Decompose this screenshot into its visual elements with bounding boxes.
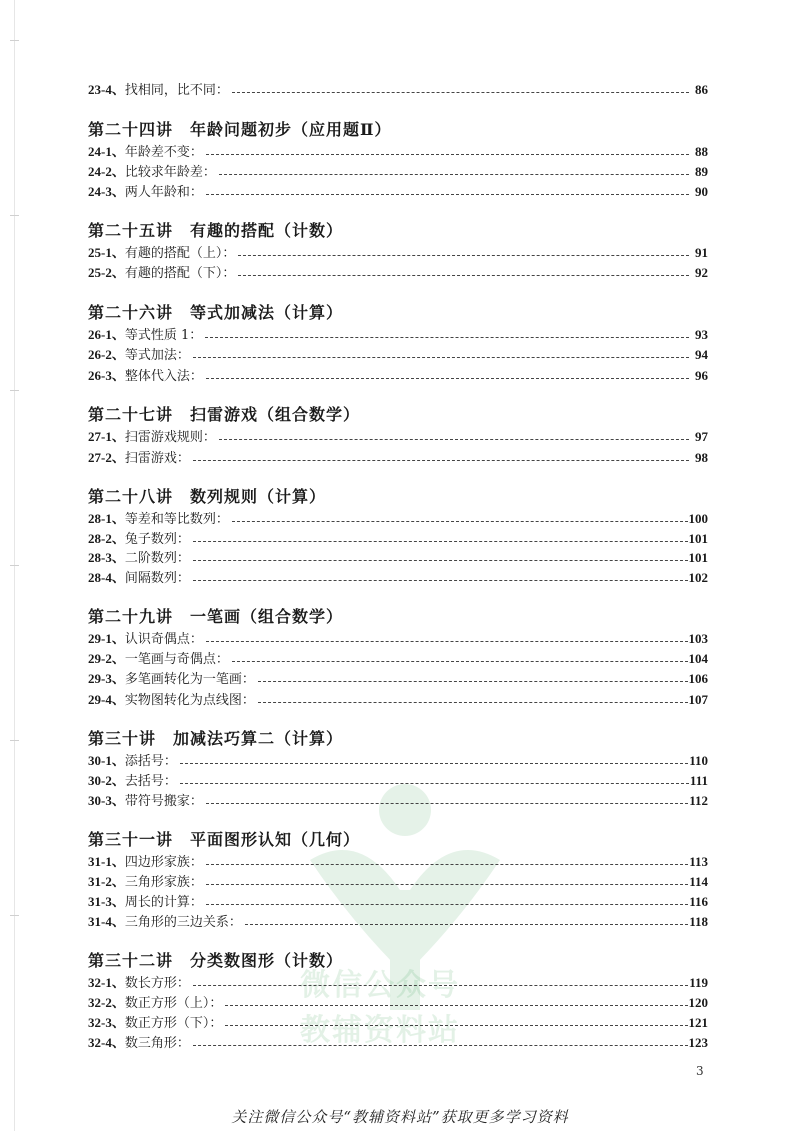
dot-leader <box>219 439 689 440</box>
toc-entry[interactable] <box>88 425 708 445</box>
toc-entry[interactable] <box>88 180 708 200</box>
toc-entry[interactable] <box>88 343 708 363</box>
entry-code: 26-2、 <box>88 347 125 362</box>
dot-leader <box>238 275 689 276</box>
entry-page: 101 <box>688 531 708 546</box>
entry-title: 去括号： <box>124 774 177 789</box>
entry-code: 26-1、 <box>88 327 125 342</box>
chapter-heading[interactable]: 第二十四讲 年龄问题初步（应用题Ⅱ） <box>88 120 392 139</box>
watermark-line-1: 微信公众号 <box>300 968 460 1003</box>
page-number: 3 <box>696 1064 704 1078</box>
entry-page: 116 <box>689 894 708 909</box>
dot-leader <box>206 864 688 865</box>
entry-code: 30-2、 <box>88 773 125 788</box>
entry-code: 29-1、 <box>88 631 125 646</box>
entry-title: 等差和等比数列： <box>124 512 229 527</box>
entry-title: 三角形家族： <box>124 875 203 890</box>
entry-title: 四边形家族： <box>124 855 203 870</box>
entry-title: 一笔画与奇偶点： <box>124 652 229 667</box>
toc-entry[interactable] <box>88 546 708 566</box>
entry-code: 28-2、 <box>88 531 125 546</box>
entry-code: 31-3、 <box>88 894 125 909</box>
entry-title: 添括号： <box>124 754 177 769</box>
entry-title: 两人年龄和： <box>124 185 203 200</box>
chapter-heading[interactable]: 第二十八讲 数列规则（计算） <box>88 487 327 506</box>
entry-code: 29-3、 <box>88 671 125 686</box>
edge-mark <box>10 390 19 391</box>
entry-code: 28-3、 <box>88 550 125 565</box>
toc-entry[interactable] <box>88 1011 708 1031</box>
dot-leader <box>206 154 689 155</box>
dot-leader <box>206 641 688 642</box>
entry-page: 120 <box>688 995 708 1010</box>
chapter-heading[interactable]: 第二十九讲 一笔画（组合数学） <box>88 607 344 626</box>
entry-code: 24-3、 <box>88 184 125 199</box>
toc-entry[interactable] <box>88 850 708 870</box>
entry-page: 104 <box>688 651 708 666</box>
entry-page: 106 <box>688 671 708 686</box>
entry-title: 扫雷游戏： <box>124 451 190 466</box>
toc-entry[interactable] <box>88 566 708 586</box>
toc-entry[interactable] <box>88 364 708 384</box>
toc-entry[interactable] <box>88 261 708 281</box>
chapter-heading[interactable]: 第二十七讲 扫雷游戏（组合数学） <box>88 405 361 424</box>
dot-leader <box>206 884 688 885</box>
toc-entry[interactable] <box>88 749 708 769</box>
dot-leader <box>258 681 688 682</box>
dot-leader <box>180 763 688 764</box>
toc-entry[interactable] <box>88 991 708 1011</box>
entry-code: 23-4、 <box>88 82 125 97</box>
entry-code: 28-1、 <box>88 511 125 526</box>
entry-title: 有趣的搭配（上）： <box>124 246 236 261</box>
dot-leader <box>193 560 688 561</box>
entry-page: 91 <box>695 245 708 260</box>
toc-entry[interactable] <box>88 160 708 180</box>
entry-title: 年龄差不变： <box>124 145 203 160</box>
entry-title: 三角形的三边关系： <box>124 915 242 930</box>
entry-title: 数正方形（上）： <box>124 996 223 1011</box>
entry-title: 扫雷游戏规则： <box>124 430 216 445</box>
entry-title: 带符号搬家： <box>124 794 203 809</box>
edge-mark <box>10 215 19 216</box>
dot-leader <box>225 1025 687 1026</box>
entry-page: 111 <box>689 773 708 788</box>
entry-code: 30-1、 <box>88 753 125 768</box>
toc-entry[interactable] <box>88 241 708 261</box>
dot-leader <box>206 904 688 905</box>
entry-code: 28-4、 <box>88 570 125 585</box>
entry-page: 88 <box>695 144 708 159</box>
entry-title: 多笔画转化为一笔画： <box>124 672 255 687</box>
entry-page: 98 <box>695 450 708 465</box>
toc-entry[interactable] <box>88 667 708 687</box>
entry-page: 97 <box>695 429 708 444</box>
dot-leader <box>193 985 688 986</box>
entry-page: 102 <box>688 570 708 585</box>
entry-page: 113 <box>689 854 708 869</box>
dot-leader <box>245 924 688 925</box>
entry-page: 96 <box>695 368 708 383</box>
chapter-heading[interactable]: 第二十六讲 等式加减法（计算） <box>88 303 344 322</box>
toc-entry[interactable] <box>88 446 708 466</box>
dot-leader <box>206 194 689 195</box>
dot-leader <box>232 661 688 662</box>
entry-title: 比较求年龄差： <box>124 165 216 180</box>
entry-page: 92 <box>695 265 708 280</box>
dot-leader <box>193 357 689 358</box>
entry-code: 31-1、 <box>88 854 125 869</box>
toc-entry[interactable] <box>88 1031 708 1051</box>
entry-code: 31-4、 <box>88 914 125 929</box>
dot-leader <box>193 580 688 581</box>
entry-code: 25-1、 <box>88 245 125 260</box>
entry-title: 二阶数列： <box>124 551 190 566</box>
watermark-line-2: 教辅资料站 <box>300 1013 460 1048</box>
entry-code: 29-4、 <box>88 692 125 707</box>
dot-leader <box>232 92 689 93</box>
entry-page: 121 <box>688 1015 708 1030</box>
entry-page: 112 <box>689 793 708 808</box>
entry-code: 27-1、 <box>88 429 125 444</box>
entry-page: 86 <box>695 82 708 97</box>
toc-entry[interactable] <box>88 140 708 160</box>
dot-leader <box>258 702 688 703</box>
entry-page: 119 <box>689 975 708 990</box>
entry-title: 找相同，比不同： <box>124 83 229 98</box>
entry-code: 30-3、 <box>88 793 125 808</box>
toc-entry[interactable] <box>88 688 708 708</box>
entry-code: 32-1、 <box>88 975 125 990</box>
entry-page: 123 <box>688 1035 708 1050</box>
toc-entry[interactable] <box>88 789 708 809</box>
entry-page: 118 <box>689 914 708 929</box>
entry-code: 29-2、 <box>88 651 125 666</box>
entry-page: 89 <box>695 164 708 179</box>
entry-code: 24-2、 <box>88 164 125 179</box>
dot-leader <box>238 255 689 256</box>
dot-leader <box>193 541 688 542</box>
toc-entry[interactable] <box>88 647 708 667</box>
entry-code: 26-3、 <box>88 368 125 383</box>
chapter-heading[interactable]: 第三十一讲 平面图形认知（几何） <box>88 830 361 849</box>
entry-title: 等式加法： <box>124 348 190 363</box>
entry-code: 32-2、 <box>88 995 125 1010</box>
edge-mark <box>10 40 19 41</box>
entry-code: 25-2、 <box>88 265 125 280</box>
toc-entry[interactable] <box>88 971 708 991</box>
toc-entry[interactable] <box>88 870 708 890</box>
chapter-heading[interactable]: 第三十二讲 分类数图形（计数） <box>88 951 344 970</box>
entry-title: 数长方形： <box>124 976 190 991</box>
entry-title: 周长的计算： <box>124 895 203 910</box>
dot-leader <box>180 783 689 784</box>
entry-title: 数三角形： <box>124 1036 190 1051</box>
toc-entry[interactable] <box>88 627 708 647</box>
dot-leader <box>205 337 689 338</box>
entry-page: 90 <box>695 184 708 199</box>
entry-page: 93 <box>695 327 708 342</box>
toc-entry[interactable] <box>88 323 708 343</box>
chapter-heading[interactable]: 第二十五讲 有趣的搭配（计数） <box>88 221 344 240</box>
entry-title: 数正方形（下）： <box>124 1016 223 1031</box>
entry-code: 24-1、 <box>88 144 125 159</box>
entry-code: 32-3、 <box>88 1015 125 1030</box>
entry-title: 实物图转化为点线图： <box>124 693 255 708</box>
entry-title: 兔子数列： <box>124 532 190 547</box>
entry-page: 100 <box>688 511 708 526</box>
entry-code: 32-4、 <box>88 1035 125 1050</box>
entry-page: 110 <box>689 753 708 768</box>
entry-title: 等式性质 1： <box>124 328 203 343</box>
edge-mark <box>10 565 19 566</box>
dot-leader <box>206 803 688 804</box>
entry-title: 间隔数列： <box>124 571 190 586</box>
dot-leader <box>225 1005 687 1006</box>
dot-leader <box>206 378 689 379</box>
toc-entry[interactable] <box>88 507 708 527</box>
toc-entry[interactable] <box>88 78 708 98</box>
toc-entry[interactable] <box>88 769 708 789</box>
footer-note: 关注微信公众号“教辅资料站”获取更多学习资料 <box>231 1108 569 1126</box>
entry-code: 27-2、 <box>88 450 125 465</box>
entry-code: 31-2、 <box>88 874 125 889</box>
dot-leader <box>193 460 689 461</box>
edge-mark <box>10 915 19 916</box>
dot-leader <box>219 174 689 175</box>
entry-page: 107 <box>688 692 708 707</box>
edge-mark <box>10 740 19 741</box>
entry-page: 101 <box>688 550 708 565</box>
entry-title: 有趣的搭配（下）： <box>124 266 236 281</box>
toc-entry[interactable] <box>88 890 708 910</box>
dot-leader <box>232 521 688 522</box>
dot-leader <box>193 1045 688 1046</box>
entry-title: 整体代入法： <box>124 369 203 384</box>
entry-title: 认识奇偶点： <box>124 632 203 647</box>
toc-entry[interactable] <box>88 527 708 547</box>
chapter-heading[interactable]: 第三十讲 加减法巧算二（计算） <box>88 729 344 748</box>
entry-page: 114 <box>689 874 708 889</box>
entry-page: 94 <box>695 347 708 362</box>
entry-page: 103 <box>688 631 708 646</box>
toc-entry[interactable] <box>88 910 708 930</box>
